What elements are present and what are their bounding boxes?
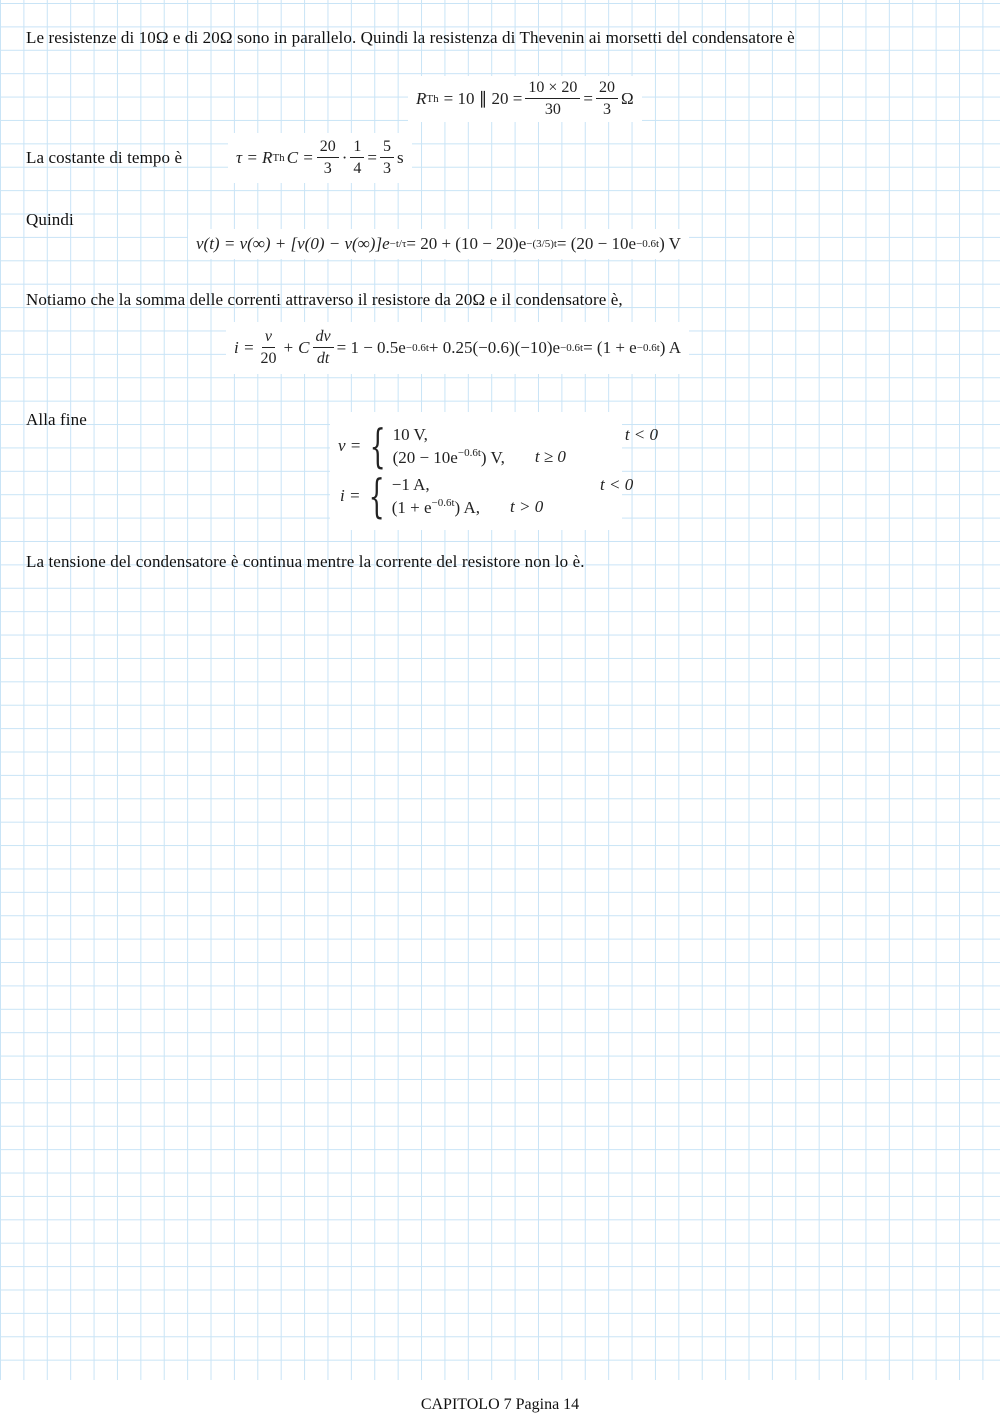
cases-v-r1-expr: 10 V, [392, 424, 428, 444]
eq-i-exp1: −0.6t [405, 342, 429, 354]
eq-i-f1-num: v [262, 328, 275, 348]
eq-tau-f1-num: 20 [317, 138, 339, 158]
eq-rth-frac1-den: 30 [544, 101, 561, 118]
cases-v-r2-expr-a: (20 − 10e [392, 447, 458, 467]
eq-rth-frac1-num: 10 × 20 [525, 79, 580, 99]
eq-tau-f2-num: 1 [350, 138, 364, 158]
paragraph-conclusion: La tensione del condensatore è continua mentre la corrente del resistore non lo è. [26, 552, 585, 571]
cases-i-r1-expr: −1 A, [391, 474, 430, 494]
cases-i-r2-expr-b: ) A, [454, 497, 481, 517]
cases-i-r1-cond: t < 0 [600, 474, 634, 494]
equation-final-cases [330, 412, 659, 530]
cases-i-brace: { [369, 469, 386, 523]
eq-v-part2: = 20 + (10 − 20)e [406, 234, 527, 253]
eq-i-exp2: −0.6t [560, 342, 584, 354]
eq-i-plus-c: + C [282, 338, 310, 357]
eq-tau-fraction-2 [350, 138, 364, 179]
eq-v-part1: v(t) = v(∞) + [v(0) − v(∞)]e [196, 234, 390, 253]
eq-i-f2-num: dv [313, 328, 334, 348]
eq-v-exp3: −0.6t [636, 238, 660, 250]
cases-v-r2-expr-b: ) V, [480, 447, 505, 467]
eq-i-f1-den: 20 [260, 350, 277, 367]
eq-rth-lhs-sub: Th [426, 93, 439, 105]
eq-rth-frac2-den: 3 [602, 101, 611, 118]
eq-rth-fraction-1 [525, 79, 580, 120]
cases-i-r2-cond: t > 0 [510, 497, 544, 516]
eq-i-exp3: −0.6t [636, 342, 660, 354]
eq-rth-equals: = [583, 89, 593, 108]
eq-i-part4: ) A [659, 338, 681, 357]
eq-v-exp1: −t/τ [389, 238, 407, 250]
cases-i-r2-expr-a: (1 + e [391, 497, 432, 517]
equation-capacitor-voltage [188, 229, 689, 259]
eq-i-fraction-2 [313, 328, 334, 369]
paragraph-alla-fine: Alla fine [26, 410, 87, 429]
page-footer: CAPITOLO 7 Pagina 14 [420, 1396, 580, 1413]
eq-rth-lhs: R [416, 89, 427, 108]
cases-i-r2-exp: −0.6t [431, 496, 455, 509]
eq-tau-dot: · [341, 148, 348, 167]
cases-v-table [393, 424, 658, 469]
cases-voltage [338, 419, 659, 473]
eq-rth-frac2-num: 20 [596, 79, 618, 99]
eq-rth-unit: Ω [620, 89, 634, 108]
eq-tau-lhs-sub: Th [272, 152, 285, 164]
eq-tau-equals: = [367, 148, 378, 167]
eq-i-lhs: i = [234, 338, 255, 357]
eq-v-part4: ) V [659, 234, 681, 253]
cases-i-lhs: i = [340, 486, 361, 505]
eq-i-part1: = 1 − 0.5e [336, 338, 406, 357]
eq-i-f2-den: dt [316, 350, 330, 367]
eq-tau-f1-den: 3 [323, 160, 332, 177]
equation-time-constant [228, 133, 412, 183]
cases-v-r1-cond: t < 0 [624, 424, 659, 444]
eq-v-exp2: −(3/5)t [526, 238, 557, 250]
equation-total-current [226, 322, 689, 374]
eq-rth-mid: = 10 ∥ 20 = [443, 89, 523, 108]
eq-tau-f3-den: 3 [383, 160, 392, 177]
eq-tau-unit: s [397, 148, 404, 167]
cases-v-r2-expr [393, 446, 505, 469]
eq-tau-fraction-1 [317, 138, 339, 179]
equation-thevenin-resistance [408, 76, 642, 122]
paragraph-quindi: Quindi [26, 210, 74, 229]
cases-i-r2-expr [392, 496, 480, 519]
eq-tau-c: C = [286, 148, 314, 167]
eq-i-part2: + 0.25(−0.6)(−10)e [428, 338, 561, 357]
cases-v-brace: { [369, 419, 386, 473]
cases-current [338, 469, 634, 523]
eq-v-part3: = (20 − 10e [556, 234, 637, 253]
eq-rth-fraction-2 [596, 79, 618, 120]
paragraph-thevenin-intro: Le resistenze di 10Ω e di 20Ω sono in parallelo. Quindi la resistenza di Thevenin ai morsetti del condensatore è [26, 28, 795, 47]
eq-tau-f2-den: 4 [353, 160, 362, 177]
cases-v-r2-exp: −0.6t [457, 446, 481, 459]
cases-v-r2-cond: t ≥ 0 [534, 447, 566, 466]
eq-tau-f3-num: 5 [380, 138, 394, 158]
eq-i-fraction-1 [257, 328, 279, 369]
paragraph-current-sum: Notiamo che la somma delle correnti attraverso il resistore da 20Ω e il condensatore è, [26, 290, 623, 309]
eq-tau-lhs: τ = R [236, 148, 273, 167]
cases-i-table [392, 474, 634, 519]
eq-i-part3: = (1 + e [583, 338, 637, 357]
cases-v-lhs: v = [338, 436, 362, 455]
eq-tau-fraction-3 [380, 138, 394, 179]
paragraph-time-constant: La costante di tempo è [26, 148, 183, 167]
